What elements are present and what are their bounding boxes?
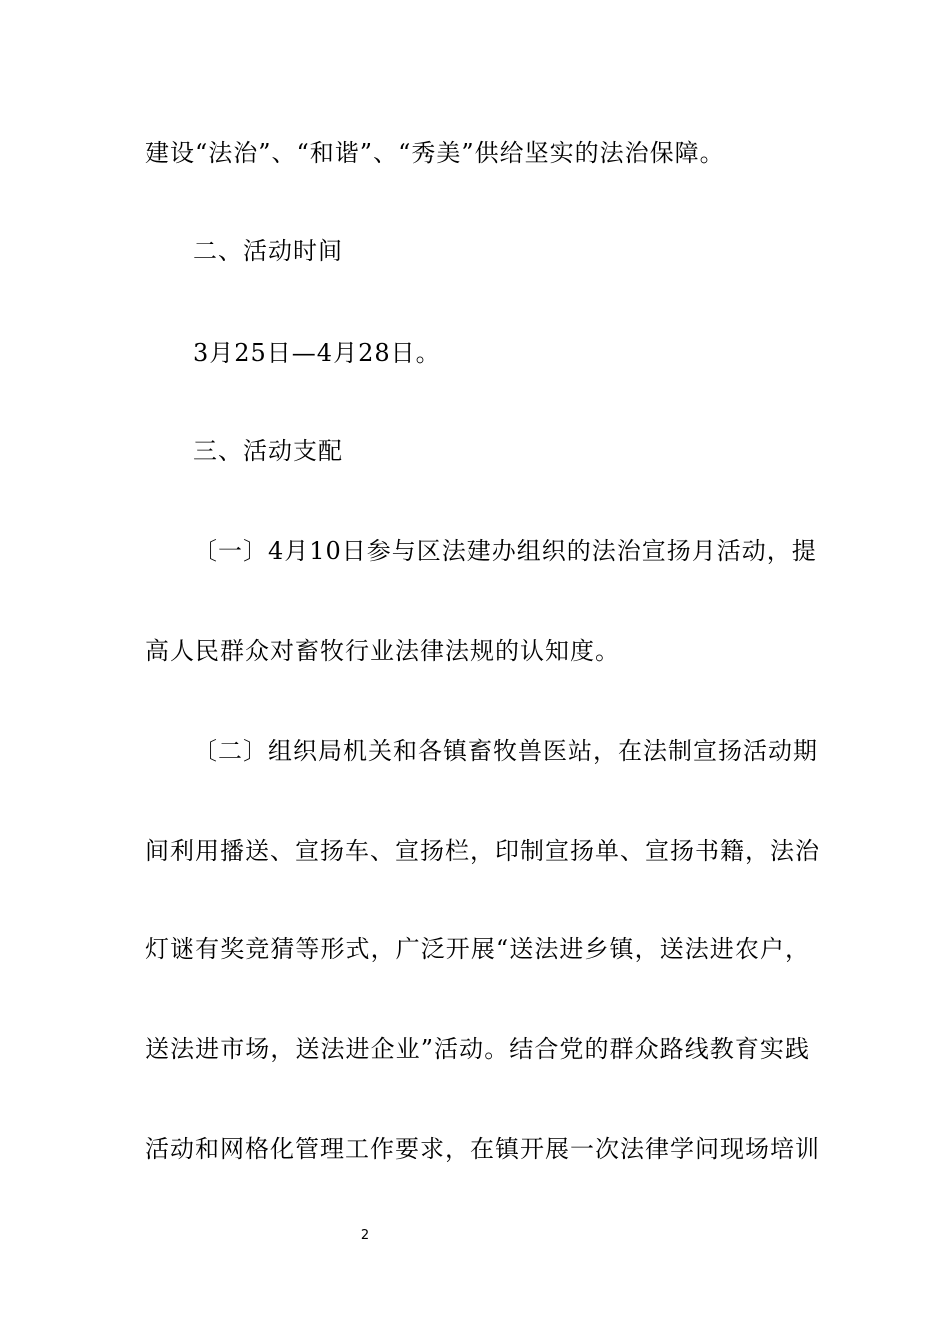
paragraph-line-8: 间利用播送、宣扬车、宣扬栏，印制宣扬单、宣扬书籍，法治 [145, 837, 820, 865]
paragraph-line-7: 〔二〕组织局机关和各镇畜牧兽医站，在法制宣扬活动期 [193, 737, 818, 765]
paragraph-line-6: 高人民群众对畜牧行业法律法规的认知度。 [145, 637, 620, 665]
paragraph-line-1: 建设“法治”、“和谐”、“秀美”供给坚实的法治保障。 [145, 139, 725, 167]
page-number: 2 [360, 1228, 370, 1243]
activity-date-range: 3月25日—4月28日。 [193, 339, 441, 367]
section-heading-activity-arrangement: 三、活动支配 [193, 437, 343, 465]
paragraph-line-10: 送法进市场，送法进企业”活动。结合党的群众路线教育实践 [145, 1035, 810, 1063]
paragraph-line-9: 灯谜有奖竞猜等形式，广泛开展“送法进乡镇，送法进农户， [145, 935, 810, 963]
section-heading-activity-time: 二、活动时间 [193, 237, 343, 265]
paragraph-line-5: 〔一〕4月10日参与区法建办组织的法治宣扬月活动，提 [193, 537, 817, 565]
paragraph-line-11: 活动和网格化管理工作要求，在镇开展一次法律学问现场培训 [145, 1135, 820, 1163]
